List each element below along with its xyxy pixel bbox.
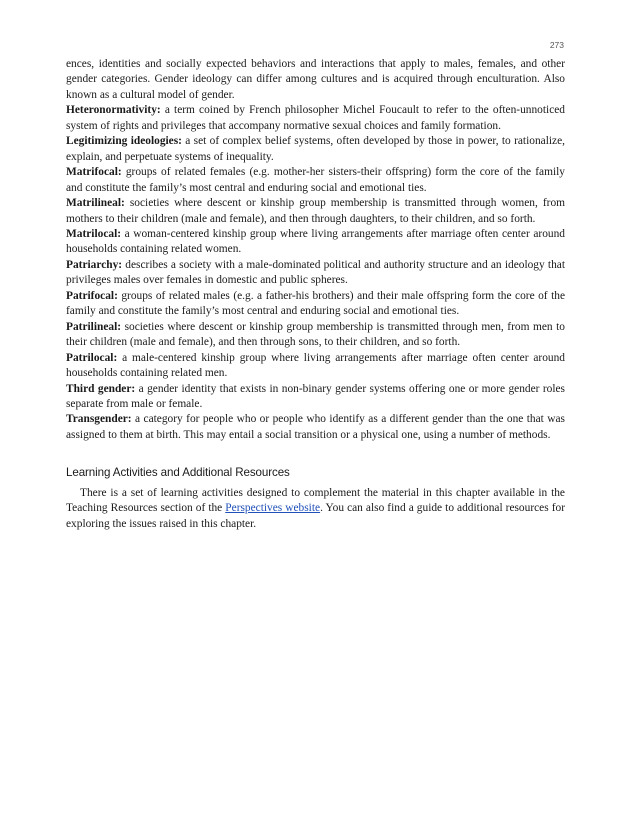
glossary-entry-patrifocal xyxy=(66,289,565,320)
glossary-definition: groups of related females (e.g. mother-her sisters-their offspring) form the core of the family and constitute the family’s most central and enduring social and emotional ties. xyxy=(66,166,565,194)
glossary-definition: describes a society with a male-dominated political and authority structure and an ideology that privileges males over females in domestic and public spheres. xyxy=(66,258,565,287)
glossary-definition: groups of related males (e.g. a father-his brothers) and their male offspring form the core of the family and constitute the family’s most central and enduring social and emotional ties. xyxy=(66,289,565,318)
glossary-definition: a set of complex belief systems, often developed by those in power, to rationalize, explain, and perpetuate systems of inequality. xyxy=(66,135,565,163)
glossary-definition: societies where descent or kinship group membership is transmitted through men, from men to their children (male and female), and then through sons, to their children, and so forth. xyxy=(66,320,565,349)
glossary-entry-third-gender xyxy=(66,382,565,413)
glossary-definition: a male-centered kinship group where living arrangements after marriage often center around households containing related men. xyxy=(66,351,565,380)
perspectives-website-link[interactable]: Perspectives website xyxy=(225,502,321,515)
glossary-entry-patrilocal xyxy=(66,351,565,382)
glossary-term: Heteronormativity: xyxy=(66,104,161,117)
glossary-entry-patrilineal xyxy=(66,320,565,351)
glossary-entry-heteronormativity xyxy=(66,103,565,134)
glossary-term: Third gender: xyxy=(66,382,136,395)
paragraph-text-start: There is a set of learning activities designed to complement the material in this chapter available in the Teaching Resources section of the xyxy=(66,486,565,515)
glossary-term: Matrifocal: xyxy=(66,166,122,179)
glossary-term: Transgender: xyxy=(66,413,132,426)
glossary-entry-matrifocal xyxy=(66,165,565,196)
glossary-definition: a term coined by French philosopher Michel Foucault to refer to the often-unnoticed system of rights and privileges that accompany normative sexual choices and family formation. xyxy=(66,104,565,132)
glossary-definition: societies where descent or kinship group membership is transmitted through women, from mothers to their children (male and female), and then through daughters, to their children, and so forth. xyxy=(66,197,565,225)
glossary-term: Patrifocal: xyxy=(66,289,118,302)
section-paragraph xyxy=(66,486,565,532)
glossary-entry-matrilineal xyxy=(66,196,565,227)
glossary-term: Matrilocal: xyxy=(66,227,122,240)
section-heading: Learning Activities and Additional Resources xyxy=(66,466,290,480)
glossary-term: Patrilineal: xyxy=(66,320,122,333)
glossary-term: Matrilineal: xyxy=(66,197,125,210)
glossary-continuation: ences, identities and socially expected behaviors and interactions that apply to males, females, and other gender categories. Gender ideology can differ among cultures and is acquired through enculturation. Also known as a cultural model of gender. xyxy=(66,58,565,101)
page-content xyxy=(66,57,565,532)
glossary-entry-matrilocal xyxy=(66,227,565,258)
glossary-definition: a category for people who or people who identify as a different gender than the one that was assigned to them at birth. This may entail a social transition or a physical one, using a number of methods. xyxy=(66,413,565,441)
glossary-entry-patriarchy xyxy=(66,258,565,289)
paragraph-text-end: . You can also find a guide to additional resources for exploring the issues raised in this chapter. xyxy=(66,502,565,530)
glossary-term: Legitimizing ideologies: xyxy=(66,135,182,148)
glossary-term: Patrilocal: xyxy=(66,351,118,364)
glossary-definition: a gender identity that exists in non-binary gender systems offering one or more gender roles separate from male or female. xyxy=(66,382,565,410)
glossary-definition: a woman-centered kinship group where living arrangements after marriage often center around households containing related women. xyxy=(66,227,565,256)
glossary-entry-transgender xyxy=(66,412,565,443)
glossary-term: Patriarchy: xyxy=(66,258,123,271)
page-number: 273 xyxy=(549,40,564,50)
glossary-entry-legitimizing-ideologies xyxy=(66,134,565,165)
